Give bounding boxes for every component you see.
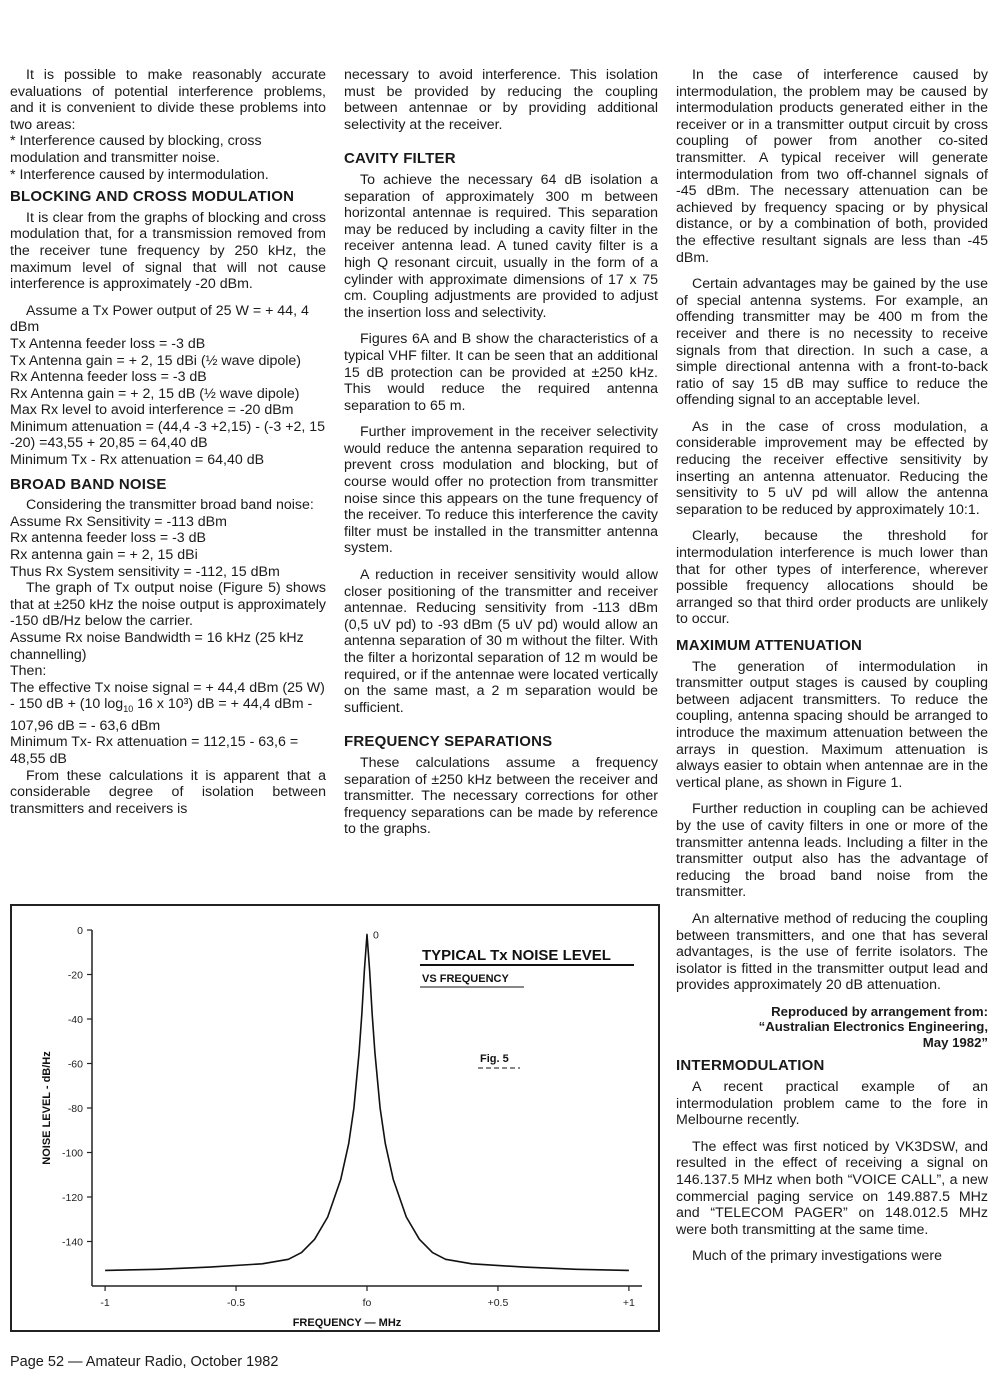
paragraph-broadband: Considering the transmitter broad band noise: (26, 497, 314, 514)
figure-5-noise-chart (10, 904, 660, 1332)
y-tick-label: -140 (61, 1236, 83, 1249)
paragraph-graph: The graph of Tx output noise (Figure 5) shows that at ±250 kHz the noise output is approximately -150 dB/Hz below the carrier. (10, 580, 326, 630)
calc-line: Assume Rx Sensitivity = -113 dBm (10, 513, 227, 530)
effective-noise-a: The effective Tx noise signal = + 44,4 dBm (25 W) - 150 dB + (10 log (10, 679, 325, 713)
credit-line: “Australian Electronics Engineering, (758, 1019, 988, 1035)
paragraph-cavity-3: Further improvement in the receiver selectivity would reduce the antenna separation required to prevent cross modulation and blocking, but of course would offer no protection from transmitter noise since this appears on the tune frequency of the receiver. To reduce this interference the cavity filter must be installed in the transmitter antenna system. (344, 424, 658, 557)
calc-line: Tx Antenna feeder loss = -3 dB (10, 335, 206, 352)
credit-line: May 1982” (922, 1034, 988, 1050)
calc-line: Rx Antenna feeder loss = -3 dB (10, 369, 207, 386)
paragraph-intermod-4: Clearly, because the threshold for intermodulation interference is much lower than that for other types of interference, wherever possible frequency allocations should be arranged so that third order products are unlikely to occur. (676, 528, 988, 628)
heading-intermodulation: INTERMODULATION (676, 1057, 825, 1075)
paragraph-intermod-3: As in the case of cross modulation, a considerable improvement may be effected by reducing the receiver effective sensitivity by inserting an antenna attenuator. Reducing the sensitivity to 5 uV pd will allow the antenna separation to be reduced by approximately 10:1. (676, 418, 988, 518)
x-tick-label: +0.5 (487, 1297, 509, 1309)
paragraph-intermod-1: In the case of interference caused by intermodulation, the problem may be caused by intermodulation products generated either in the receiver or in a transmitter output circuit by cross coupling of power from another co-sited transmitter. A typical receiver will generate intermodulation from two off-channel signals of -45 dBm. The necessary attenuation can be achieved by frequency spacing or by physical distance, or by a combination of both, provided the effective resultant signals are less than -45 dBm. (676, 67, 988, 266)
x-tick-label: -0.5 (227, 1297, 246, 1309)
heading-cavity: CAVITY FILTER (344, 150, 456, 168)
calc-line: Tx Antenna gain = + 2, 15 dBi (½ wave dipole) (10, 352, 302, 369)
chart-svg (12, 906, 658, 1330)
effective-noise-line (10, 680, 326, 735)
y-tick-label: -40 (67, 1014, 83, 1026)
paragraph-maximum-1: The generation of intermodulation in transmitter output stages is caused by coupling between adjacent transmitters. To reduce the coupling, antenna spacing should be arranged to introduce the maximum attenuation between the arrays in question. Maximum attenuation is always easier to obtain when antennae are in the vertical plane, as shown in Figure 1. (676, 658, 988, 791)
y-tick-label: -80 (67, 1103, 83, 1115)
calc-line: Assume Rx noise Bandwidth = 16 kHz (25 kHz channelling) (10, 630, 304, 663)
paragraph-intermod-primary: Much of the primary investigations were (692, 1248, 942, 1265)
calc-line: Thus Rx System sensitivity = -112, 15 dBm (10, 563, 280, 580)
paragraph-intermod-vk3dsw: The effect was first noticed by VK3DSW, and resulted in the effect of receiving a signal on 146.137.5 MHz when both “VOICE CALL”, a new commercial paging service on 149.887.5 MHz and “TELECOM PAGER” on 148.012.5 MHz were both transmitting at the same time. (676, 1138, 988, 1238)
bullet-intermodulation: * Interference caused by intermodulation. (10, 166, 269, 183)
y-tick-label: -20 (67, 969, 83, 982)
paragraph-intermod-2: Certain advantages may be gained by the use of special antenna systems. For example, an offending transmitter may be 400 m from the receiver and there is no necessity to receive signals from that direction. In such a case, a simple directional antenna with a front-to-back ratio of say 15 dB may suffice to reduce the offending signal to an acceptable level. (676, 276, 988, 409)
calc-line: Then: (10, 663, 47, 680)
bullet-blocking: * Interference caused by blocking, cross modulation and transmitter noise. (10, 133, 262, 166)
effective-noise-b: 16 x 10³) dB = + 44,4 dBm - 107,96 dB = - 63,6 dBm (10, 696, 313, 734)
heading-frequency: FREQUENCY SEPARATIONS (344, 733, 553, 751)
heading-blocking: BLOCKING AND CROSS MODULATION (10, 188, 295, 206)
column-2 (344, 67, 658, 848)
calc-line: Assume a Tx Power output of 25 W = + 44, 4 dBm (10, 302, 309, 336)
chart-subtitle: VS FREQUENCY (422, 973, 509, 985)
column-3 (676, 67, 988, 1275)
calc-line: Rx Antenna gain = + 2, 15 dB (½ wave dipole) (10, 385, 300, 402)
min-attenuation-line: Minimum Tx- Rx attenuation = 112,15 - 63,6 = 48,55 dB (10, 734, 299, 767)
y-axis-label: NOISE LEVEL - dB/Hz (41, 1051, 53, 1165)
peak-label: 0 (373, 929, 379, 942)
paragraph-maximum-2: Further reduction in coupling can be achieved by the use of cavity filters in one or more of the transmitter antenna leads. Including a filter in the transmitter output also has the advantage of reducing the broad band noise from the transmitter. (676, 801, 988, 901)
paragraph-frequency: These calculations assume a frequency separation of ±250 kHz between the receiver and transmitter. The necessary corrections for other frequency separations can be made by reference to the graphs. (344, 754, 658, 838)
x-tick-label: -1 (100, 1297, 110, 1309)
paragraph-blocking: It is clear from the graphs of blocking and cross modulation that, for a transmission removed from the receiver tune frequency by 250 kHz, the maximum level of signal that will not cause interference is approximately -20 dBm. (10, 209, 326, 293)
heading-broadband: BROAD BAND NOISE (10, 475, 167, 493)
calc-line: Max Rx level to avoid interference = -20 dBm (10, 402, 294, 419)
log-subscript: 10 (123, 704, 134, 715)
x-tick-label: +1 (622, 1297, 635, 1309)
x-axis-label: FREQUENCY — MHz (292, 1317, 402, 1329)
calc-line: Rx antenna feeder loss = -3 dB (10, 530, 206, 547)
paragraph-from: From these calculations it is apparent that a considerable degree of isolation between transmitters and receivers is (10, 767, 326, 817)
reproduction-credit (676, 1004, 988, 1051)
column-1 (10, 67, 326, 827)
paragraph-cavity-4: A reduction in receiver sensitivity would allow closer positioning of the transmitter and receiver antennae. Reducing sensitivity from -113 dBm (0,5 uV pd) to -93 dBm (5 uV pd) would allow an antenna separation of 30 m without the filter. With the filter a horizontal separation of 12 m would be required, or if the antennae were located vertically on the same mast, a 2 m separation would be sufficient. (344, 567, 658, 716)
y-tick-label: 0 (77, 925, 83, 937)
figure-label: Fig. 5 (480, 1053, 509, 1065)
paragraph-maximum-3: An alternative method of reducing the coupling between transmitters, and one that has several advantages, is the use of ferrite isolators. The isolator is fitted in the transmitter output lead and provides approximately 20 dB attenuation. (676, 910, 988, 994)
chart-title: TYPICAL Tx NOISE LEVEL (422, 947, 611, 964)
y-tick-label: -120 (61, 1192, 83, 1204)
y-tick-label: -100 (61, 1147, 83, 1160)
paragraph-cavity-1: To achieve the necessary 64 dB isolation a separation of approximately 300 m between horizontal antennae is required. This separation may be reduced by including a cavity filter in the receiver antenna lead. A tuned cavity filter is a high Q resonant circuit, usually in the form of a cylinder with approximate dimensions of 17 x 75 cm. Coupling adjustments are provided to adjust the insertion loss and selectivity. (344, 171, 658, 321)
y-tick-label: -60 (67, 1058, 83, 1071)
noise-level-line (105, 934, 629, 1270)
paragraph-continued: necessary to avoid interference. This isolation must be provided by reducing the coupling between antennae or by providing additional selectivity at the receiver. (344, 67, 658, 133)
calc-line: Rx antenna gain = + 2, 15 dBi (10, 547, 198, 564)
calc-block-1 (10, 303, 326, 469)
paragraph-intro: It is possible to make reasonably accurate evaluations of potential interference problems, and it is convenient to divide these problems into two areas: (10, 67, 326, 133)
calc-line: Minimum Tx - Rx attenuation = 64,40 dB (10, 452, 265, 469)
page-footer: Page 52 — Amateur Radio, October 1982 (10, 1354, 279, 1370)
x-tick-label: fo (362, 1297, 372, 1309)
calc-line: Minimum attenuation = (44,4 -3 +2,15) - (-3 +2, 15 -20) =43,55 + 20,85 = 64,40 dB (10, 418, 326, 452)
paragraph-intermod-example: A recent practical example of an intermodulation problem came to the fore in Melbourne recently. (676, 1078, 988, 1129)
heading-maximum: MAXIMUM ATTENUATION (676, 637, 862, 654)
paragraph-cavity-2: Figures 6A and B show the characteristics of a typical VHF filter. It can be seen that an additional 15 dB protection can be provided at ±250 kHz. This would reduce the required antenna separation to 65 m. (344, 331, 658, 414)
credit-line: Reproduced by arrangement from: (771, 1003, 988, 1019)
